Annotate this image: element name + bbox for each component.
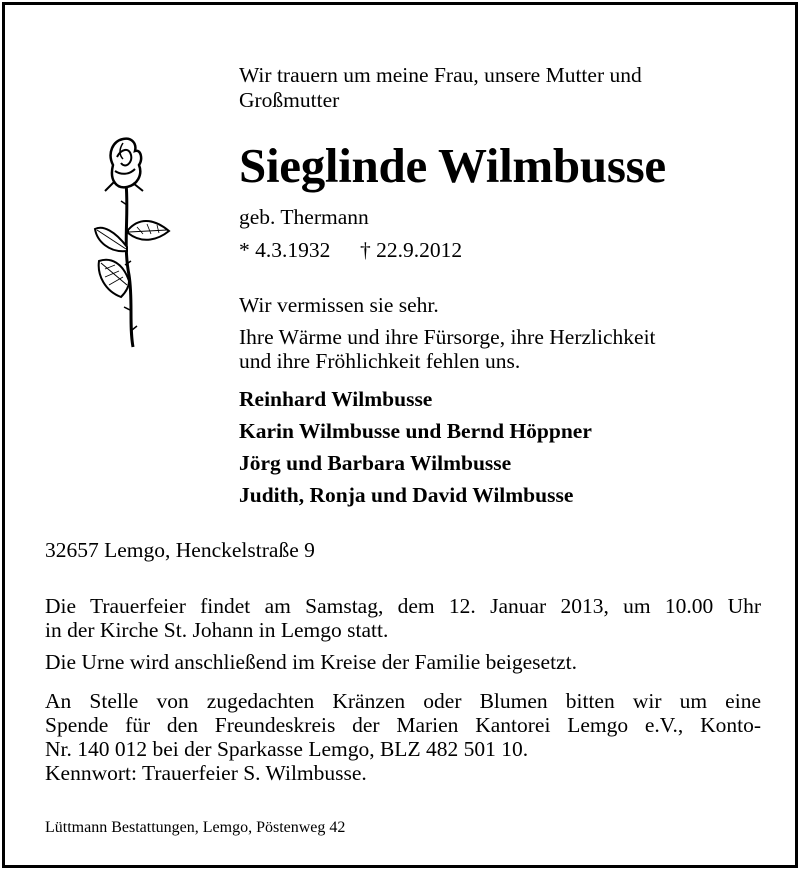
donation-line-2: Spende für den Freundeskreis der Marien Kantorei Lemgo e.V., Konto-: [45, 713, 761, 737]
ceremony-line-2: in der Kirche St. Johann in Lemgo statt.: [45, 618, 389, 642]
donation-line-3: Nr. 140 012 bei der Sparkasse Lemgo, BLZ 482 501 10.: [45, 737, 529, 761]
death-date: † 22.9.2012: [360, 238, 463, 262]
address: 32657 Lemgo, Henckelstraße 9: [45, 538, 315, 562]
rose-icon: [93, 135, 173, 350]
mourner-1: Reinhard Wilmbusse: [239, 387, 433, 411]
mourner-2: Karin Wilmbusse und Bernd Höppner: [239, 419, 592, 443]
ceremony-line-3: Die Urne wird anschließend im Kreise der Familie beigesetzt.: [45, 650, 577, 674]
intro-line-1: Wir trauern um meine Frau, unsere Mutter und: [239, 63, 642, 87]
intro-line-2: Großmutter: [239, 88, 340, 112]
message-line-3: und ihre Fröhlichkeit fehlen uns.: [239, 349, 521, 373]
birth-date: * 4.3.1932: [239, 238, 331, 262]
donation-line-4: Kennwort: Trauerfeier S. Wilmbusse.: [45, 761, 367, 785]
ceremony-line-1: Die Trauerfeier findet am Samstag, dem 12. Januar 2013, um 10.00 Uhr: [45, 594, 761, 618]
obituary-frame: [2, 2, 798, 868]
mourner-4: Judith, Ronja und David Wilmbusse: [239, 483, 574, 507]
donation-line-1: An Stelle von zugedachten Kränzen oder Blumen bitten wir um eine: [45, 689, 761, 713]
deceased-name: Sieglinde Wilmbusse: [239, 138, 666, 193]
funeral-home: Lüttmann Bestattungen, Lemgo, Pöstenweg 42: [45, 819, 346, 836]
message-line-2: Ihre Wärme und ihre Fürsorge, ihre Herzlichkeit: [239, 325, 656, 349]
birth-name: geb. Thermann: [239, 205, 369, 229]
message-line-1: Wir vermissen sie sehr.: [239, 293, 439, 317]
mourner-3: Jörg und Barbara Wilmbusse: [239, 451, 512, 475]
